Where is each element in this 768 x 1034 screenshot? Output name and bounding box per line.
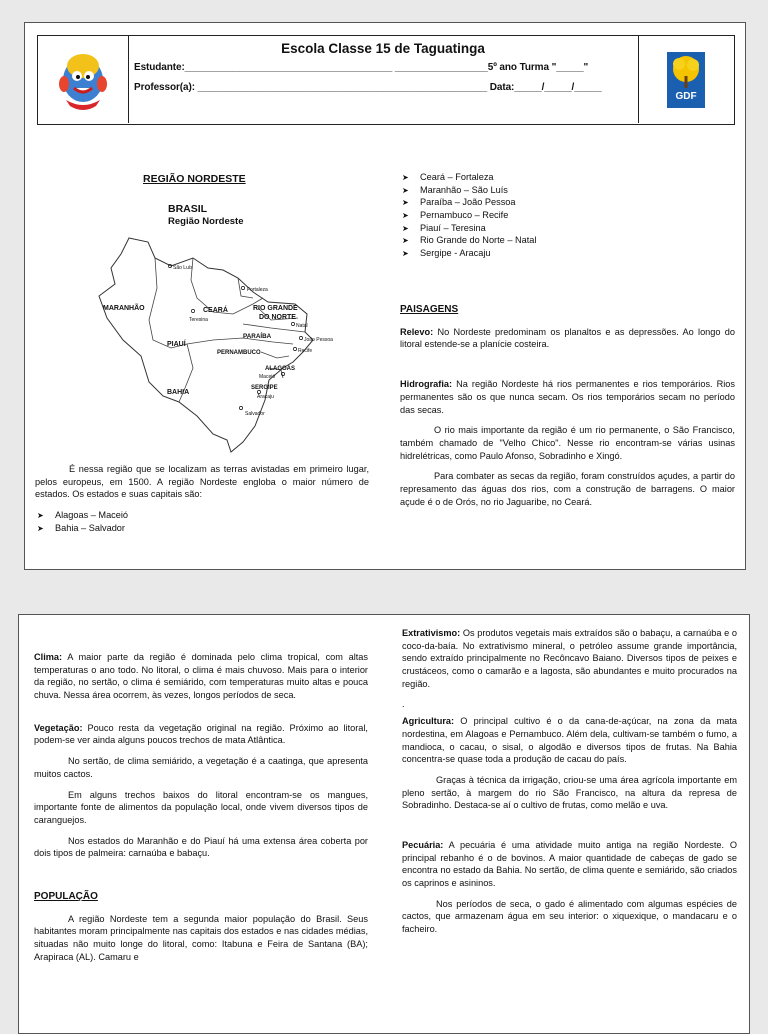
school-name: Escola Classe 15 de Taguatinga	[281, 41, 485, 56]
map-city-aracaju: Aracaju	[257, 394, 274, 400]
paisagens-heading: PAISAGENS	[400, 304, 459, 315]
pecuaria-paragraph: Pecuária: A pecuária é uma atividade muito antiga na região Nordeste. O principal rebanho é o de bovinos. A maior quantidade de cabeças de gado se encontra no estado da Bahia. No sertão, de clima quente e semiárido, são criados os caprinos e asininos.	[402, 839, 737, 888]
populacao-paragraph: A região Nordeste tem a segunda maior população do Brasil. Seus habitantes moram principalmente nas capitais dos estados e nas cidades médias, situadas não muito longe do litoral, como: Itabuna e Feira de Santana (BA); Arapiraca (AL). Camaru e	[34, 913, 368, 962]
vegetacao-paragraph-2: No sertão, de clima semiárido, a vegetação é a caatinga, que apresenta muitos cactos.	[34, 756, 368, 779]
worksheet-page-1	[24, 22, 746, 570]
map-subtitle-region: Região Nordeste	[168, 216, 244, 227]
list-item: ➤ Piauí – Teresina	[400, 222, 735, 235]
map-state-pernambuco: PERNAMBUCO	[217, 350, 261, 356]
hidrografia-paragraph-2: O rio mais importante da região é um rio permanente, o São Francisco, também chamado de "Velho Chico". Nesse rio encontram-se várias usinas hidrelétricas, como Paulo Afonso, Sobradinho e Xingó.	[400, 425, 735, 461]
stray-dot: .	[402, 699, 405, 710]
states-list-right	[400, 171, 735, 260]
list-item: ➤ Paraíba – João Pessoa	[400, 196, 735, 209]
vegetacao-paragraph-4: Nos estados do Maranhão e do Piauí há uma extensa área coberta por dois tipos de palmeira: carnaúba e babaçu.	[34, 835, 368, 859]
pecuaria-paragraph-2: Nos períodos de seca, o gado é alimentado com algumas espécies de cactos, que armazenam água em seu interior: o xiquexique, o mandacaru e o facheiro.	[402, 898, 737, 935]
map-city-maceio: Maceió	[259, 374, 276, 380]
map-state-sergipe: SERGIPE	[251, 385, 278, 391]
left-column-page2	[34, 651, 368, 963]
map-city-joao-pessoa: João Pessoa	[304, 337, 333, 343]
map-city-natal: Natal	[296, 323, 308, 329]
vegetacao-paragraph: Vegetação: Pouco resta da vegetação original na região. Próximo ao litoral, podem-se ver ainda alguns poucos trechos de mata Atlântica.	[34, 722, 368, 746]
agricultura-paragraph-2: Graças à técnica da irrigação, criou-se uma área agrícola importante em pleno sertão, à margem do rio São Francisco, na altura da represa de Sobradinho. Destaca-se aí o cultivo de frutas, como melão e uva.	[402, 774, 737, 811]
vegetacao-paragraph-3: Em alguns trechos baixos do litoral encontram-se os mangues, importante fonte de alimentos da população local, onde vivem diversos tipos de caranguejos.	[34, 789, 368, 825]
hidrografia-paragraph: Hidrografia: Na região Nordeste há rios permanentes e rios temporários. Rios permanentes são os que nunca secam. Os rios temporários secam no período das secas.	[400, 379, 735, 415]
map-city-sao-luis: São Luís	[173, 265, 193, 271]
extrativismo-paragraph: Extrativismo: Os produtos vegetais mais extraídos são o babaçu, a carnaúba e o coco-da-baía. No extrativismo mineral, o petróleo assume grande importância, sendo extraído principalmente no Recôncavo Baiano. Diversos tipos de peixes e crustáceos, como o camarão e a lagosta, são abundantes e muito procurados na região.	[402, 628, 737, 689]
list-item: ➤ Ceará – Fortaleza	[400, 171, 735, 184]
gdf-label: GDF	[675, 91, 697, 102]
populacao-heading: POPULAÇÃO	[34, 890, 98, 902]
map-city-fortaleza: Fortaleza	[247, 287, 268, 293]
right-column-page2	[402, 627, 737, 936]
map-title: REGIÃO NORDESTE	[143, 173, 246, 185]
paisagens-section	[400, 303, 735, 508]
worksheet-page-2	[18, 614, 750, 1034]
map-state-rn-2: DO NORTE	[259, 314, 296, 321]
worksheet-header	[37, 35, 735, 125]
intro-block	[35, 463, 369, 534]
map-subtitle-country: BRASIL	[168, 203, 208, 215]
nordeste-map	[93, 228, 333, 458]
list-item: ➤ Sergipe - Aracaju	[400, 247, 735, 260]
clima-paragraph: Clima: A maior parte da região é dominada pelo clima tropical, com altas temperaturas o ano todo. No litoral, o clima é mais chuvoso. Mais para o interior da região, no sertão, o clima é semiárido, com temperaturas muito altas e pouca chuva. Nessa área ocorrem, às vezes, longos períodos de seca.	[34, 652, 368, 701]
map-state-paraiba: PARAÍBA	[243, 333, 272, 340]
map-city-recife: Recife	[298, 348, 313, 354]
list-item: ➤ Pernambuco – Recife	[400, 209, 735, 222]
map-state-maranhao: MARANHÃO	[103, 305, 145, 312]
list-item: ➤ Maranhão – São Luís	[400, 184, 735, 197]
list-item: ➤ Bahia – Salvador	[35, 522, 369, 535]
intro-paragraph: É nessa região que se localizam as terras avistadas em primeiro lugar, pelos europeus, em 1500. A região Nordeste engloba o maior número de estados. Os estados e suas capitais são:	[35, 464, 369, 500]
map-city-teresina: Teresina	[189, 317, 208, 323]
list-item: ➤ Rio Grande do Norte – Natal	[400, 234, 735, 247]
map-city-salvador: Salvador	[245, 411, 265, 417]
map-state-alagoas: ALAGOAS	[265, 366, 295, 372]
hidrografia-paragraph-3: Para combater as secas da região, foram construídos açudes, a partir do represamento das águas dos rios, com a construção de barragens. O maior açude é o de Orós, no rio Jaguaribe, no Ceará.	[400, 471, 735, 507]
right-column-page1	[400, 171, 735, 260]
list-item: ➤ Alagoas – Maceió	[35, 509, 369, 522]
map-state-rn-1: RIO GRANDE	[253, 305, 298, 312]
states-list-left	[35, 509, 369, 534]
teacher-line: Professor(a): _____________________________________________________ Data:_____/_____/_____	[134, 82, 602, 93]
map-state-bahia: BAHIA	[167, 389, 190, 396]
relevo-paragraph: Relevo: No Nordeste predominam os planaltos e as depressões. Ao longo do litoral estende-se a planície costeira.	[400, 326, 735, 350]
map-state-ceara: CEARÁ	[203, 307, 228, 314]
agricultura-paragraph: Agricultura: O principal cultivo é o da cana-de-açúcar, na zona da mata nordestina, em Alagoas e Pernambuco. Além dela, cultivam-se também o fumo, a mandioca, o cacau, o sisal, o algodão e diversos tipos de frutas. Na Bahia concentra-se quase toda a produção de cacau do país.	[402, 716, 737, 765]
student-line: Estudante:______________________________________ _________________5º ano Turma "_____"	[134, 62, 589, 73]
map-state-piaui: PIAUÍ	[167, 341, 186, 348]
gdf-logo	[638, 36, 734, 123]
school-logo	[38, 36, 129, 123]
